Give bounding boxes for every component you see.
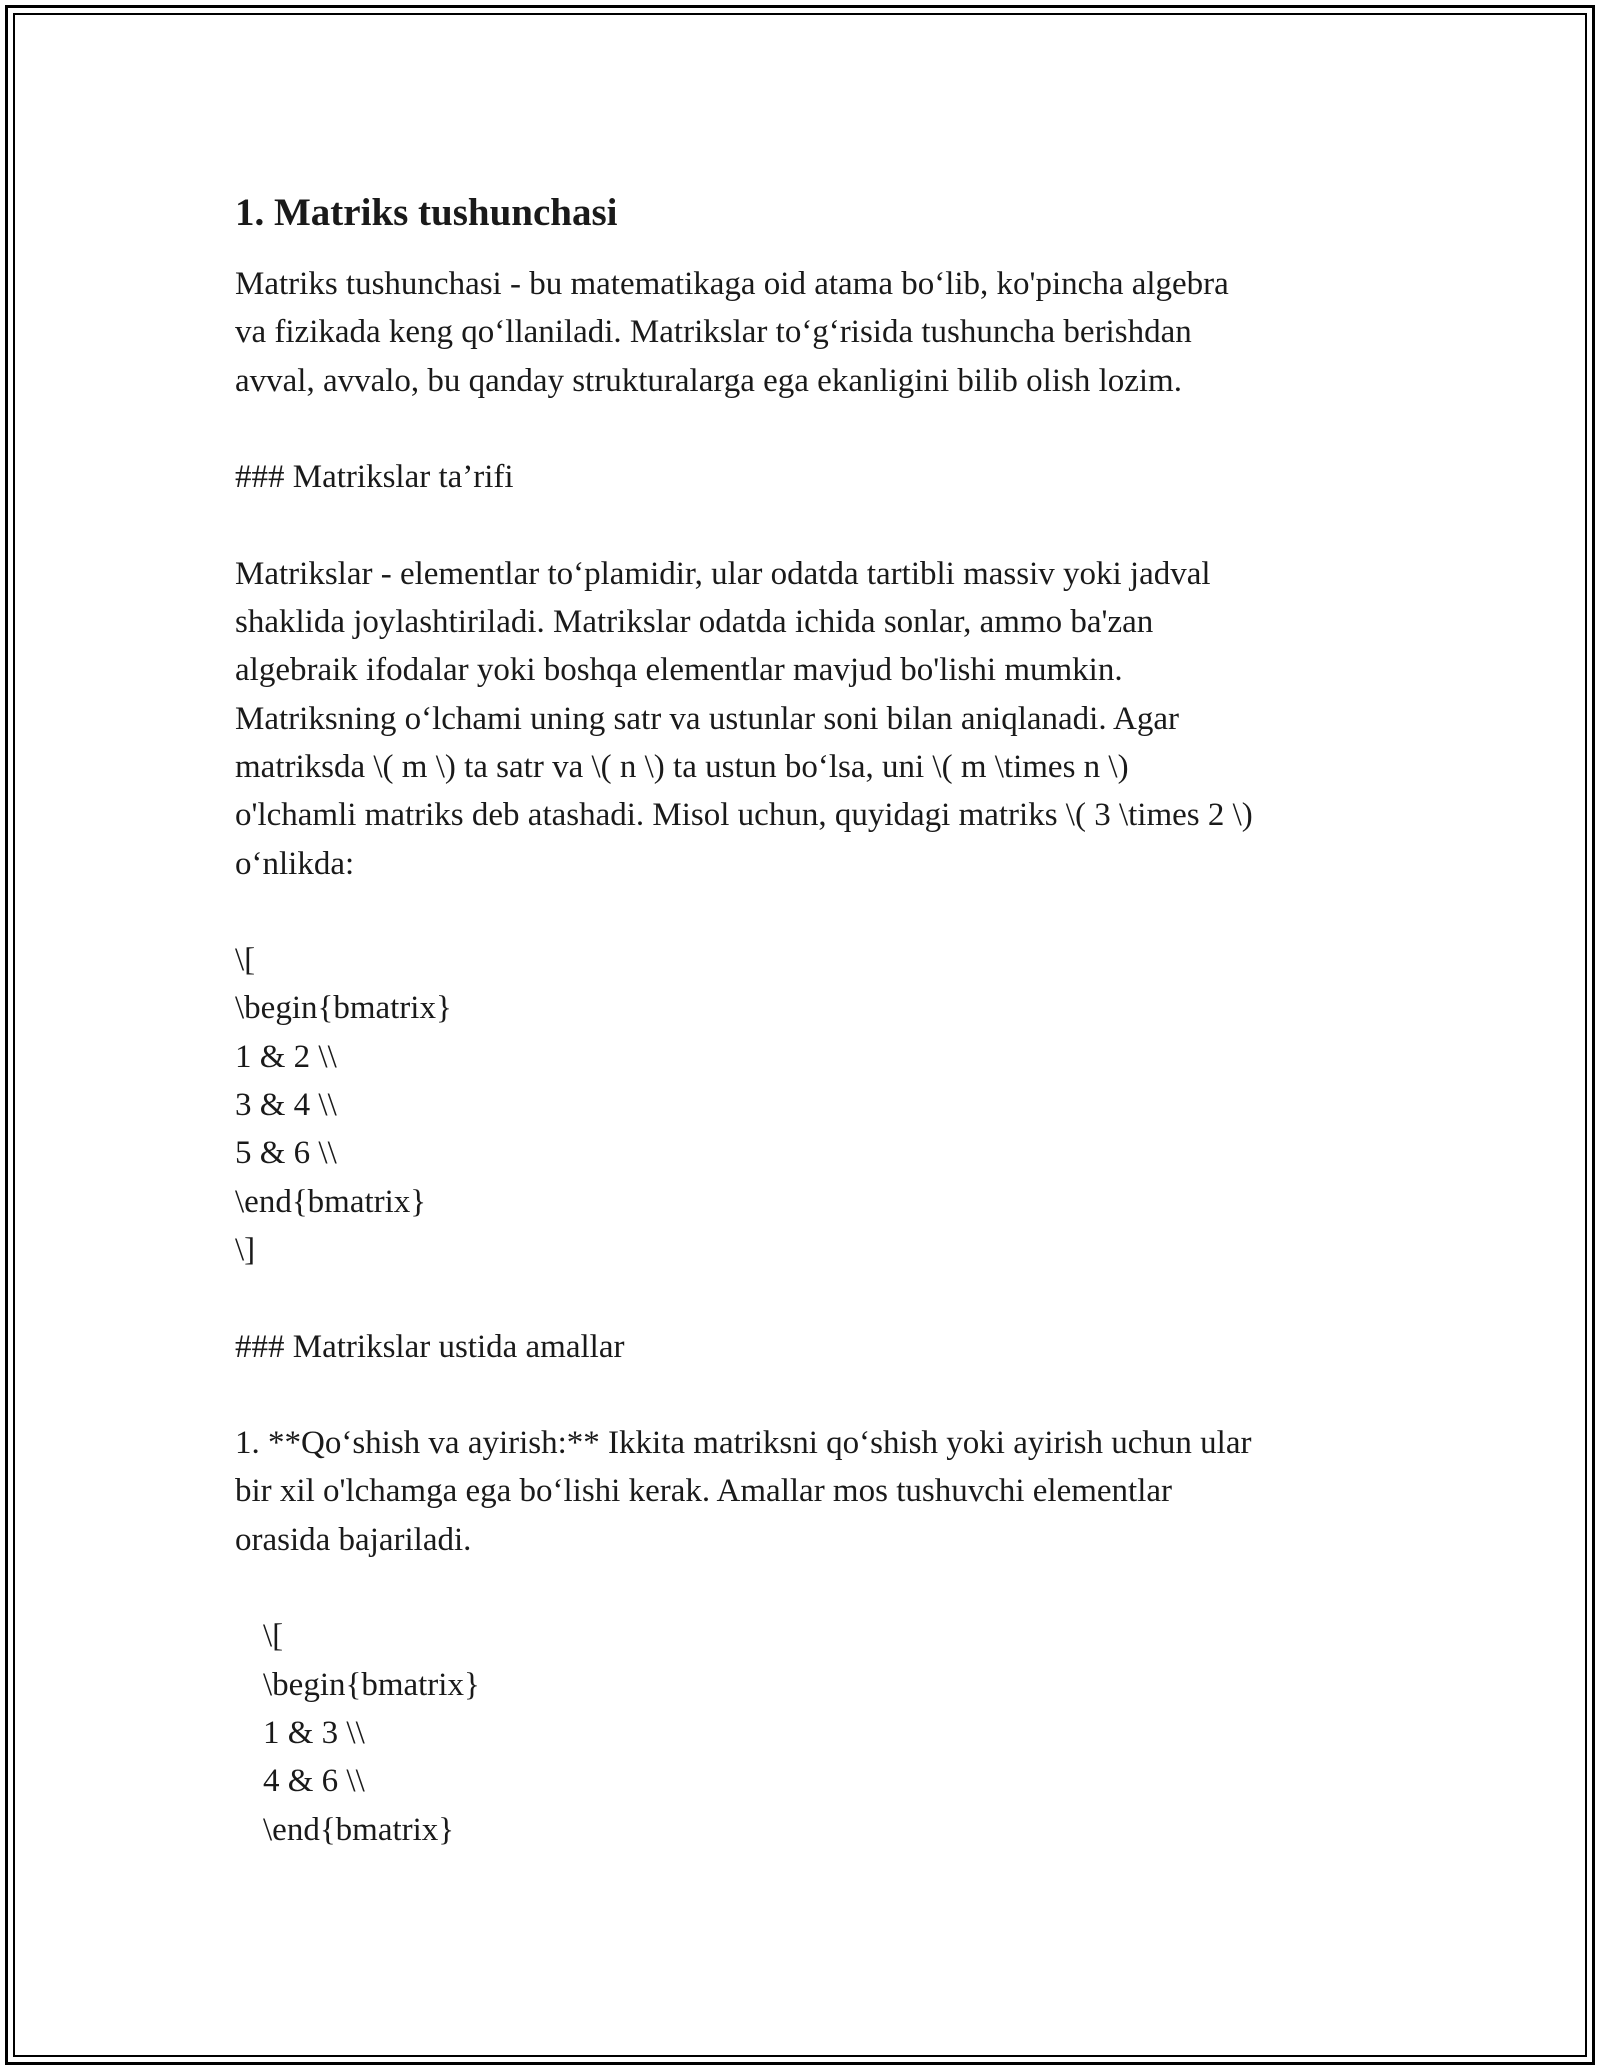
text-line: 1. **Qo‘shish va ayirish:** Ikkita matriksni qo‘shish yoki ayirish uchun ular [235, 1425, 1252, 1462]
text-line: shaklida joylashtiriladi. Matrikslar odatda ichida sonlar, ammo ba'zan [235, 604, 1154, 641]
section-heading: 1. Matriks tushunchasi [235, 191, 618, 234]
blank-line [235, 888, 1385, 936]
text-line: o‘nlikda: [235, 845, 355, 882]
document-text [235, 260, 1385, 1854]
text-line: orasida bajariladi. [235, 1521, 472, 1558]
text-line: avval, avvalo, bu qanday strukturalarga ega ekanligini bilib olish lozim. [235, 362, 1182, 399]
text-line: 1 & 3 \\ [263, 1714, 365, 1751]
text-line: algebraik ifodalar yoki boshqa elementlar mavjud bo'lishi mumkin. [235, 652, 1123, 689]
text-line: bir xil o'lchamga ega bo‘lishi kerak. Amallar mos tushuvchi elementlar [235, 1473, 1173, 1510]
text-line: va fizikada keng qo‘llaniladi. Matrikslar to‘g‘risida tushuncha berishdan [235, 314, 1192, 351]
text-line: \[ [263, 1618, 284, 1655]
text-line: \end{bmatrix} [263, 1811, 455, 1848]
blank-line [235, 1371, 1385, 1419]
text-line: \end{bmatrix} [235, 1183, 427, 1220]
text-line: 5 & 6 \\ [235, 1135, 337, 1172]
text-line: Matriksning o‘lchami uning satr va ustunlar soni bilan aniqlanadi. Agar [235, 700, 1179, 737]
text-line: ### Matrikslar ustida amallar [235, 1328, 625, 1365]
text-line: 1 & 2 \\ [235, 1038, 337, 1075]
text-line: 4 & 6 \\ [263, 1763, 365, 1800]
blank-line [235, 501, 1385, 549]
blank-line [235, 1274, 1385, 1322]
text-line: Matriks tushunchasi - bu matematikaga oid atama bo‘lib, ko'pincha algebra [235, 266, 1229, 302]
text-line: Matrikslar - elementlar to‘plamidir, ular odatda tartibli massiv yoki jadval [235, 555, 1211, 592]
text-line: \[ [235, 942, 256, 979]
text-line: 3 & 4 \\ [235, 1087, 337, 1124]
text-line: o'lchamli matriks deb atashadi. Misol uchun, quyidagi matriks \( 3 \times 2 \) [235, 797, 1253, 834]
text-line: \] [235, 1231, 256, 1268]
text-line: \begin{bmatrix} [263, 1666, 480, 1703]
text-line: ### Matrikslar ta’rifi [235, 459, 514, 496]
blank-line [235, 1564, 1385, 1612]
blank-line [235, 405, 1385, 453]
document-body [235, 188, 1385, 1854]
text-line: \begin{bmatrix} [235, 990, 452, 1027]
text-line: matriksda \( m \) ta satr va \( n \) ta ustun bo‘lsa, uni \( m \times n \) [235, 748, 1129, 785]
